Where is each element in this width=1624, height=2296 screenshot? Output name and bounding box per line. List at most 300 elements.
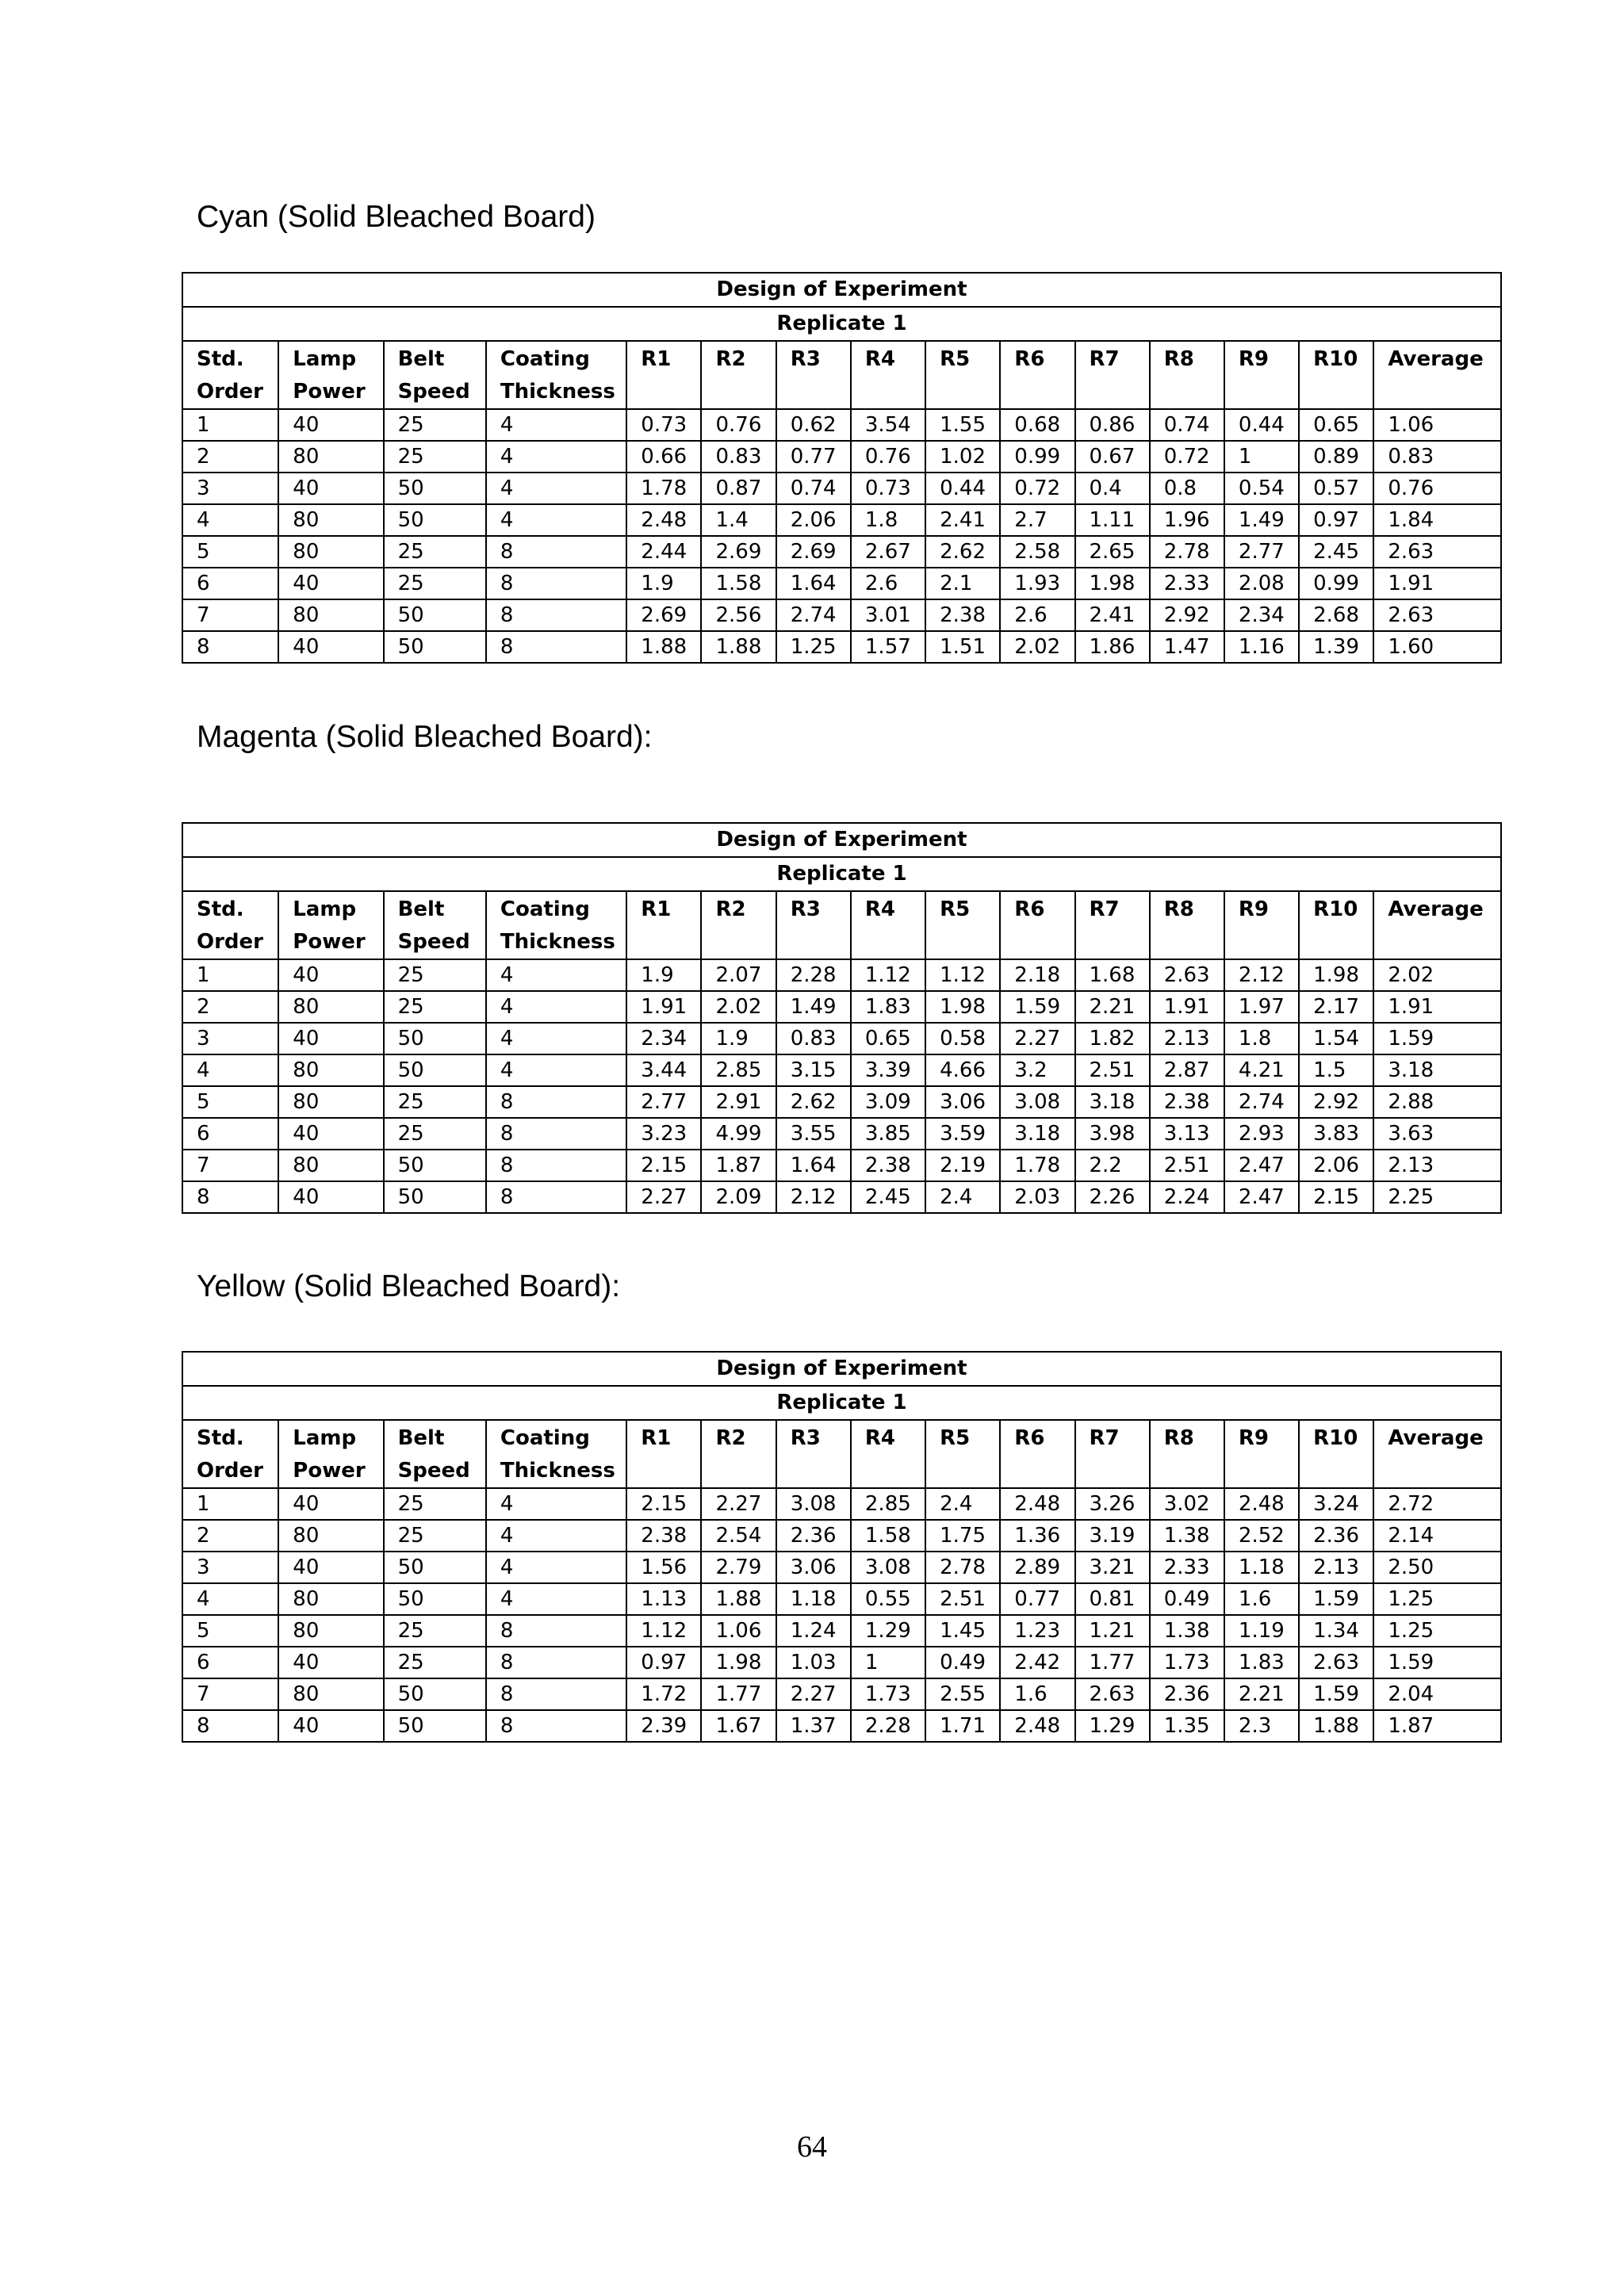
table-cell: 2.63 <box>1075 1678 1150 1710</box>
table-cell: 7 <box>182 1150 278 1181</box>
table-cell: 0.73 <box>626 409 701 441</box>
table-cell: 2.92 <box>1299 1086 1373 1118</box>
table-cell: 0.89 <box>1299 441 1373 473</box>
table-cell: 1.02 <box>925 441 1000 473</box>
table-subbanner-row <box>182 307 1501 341</box>
table-cell: 7 <box>182 599 278 631</box>
table-cell: 4 <box>486 1552 626 1583</box>
table-cell: 1.59 <box>1373 1023 1501 1054</box>
table-cell: 2.47 <box>1224 1181 1299 1213</box>
table-cell: 8 <box>182 1181 278 1213</box>
table-cell: 2.45 <box>1299 536 1373 568</box>
section-title-magenta: Magenta (Solid Bleached Board): <box>197 720 653 754</box>
table-cell: 0.99 <box>1299 568 1373 599</box>
table-cell: 5 <box>182 1086 278 1118</box>
table-cell: 50 <box>384 504 486 536</box>
table-cell: 50 <box>384 1181 486 1213</box>
table-cell: 4 <box>182 1583 278 1615</box>
table-cell: 4 <box>486 409 626 441</box>
table-cell: 40 <box>278 631 383 663</box>
table-cell: 80 <box>278 1054 383 1086</box>
table-cell: 4.66 <box>925 1054 1000 1086</box>
column-header: R5 <box>925 891 1000 959</box>
table-cell: 1.55 <box>925 409 1000 441</box>
table-row <box>182 959 1501 991</box>
table-cell: 0.57 <box>1299 473 1373 504</box>
table-cell: 2.38 <box>1150 1086 1224 1118</box>
column-header: R5 <box>925 1420 1000 1488</box>
table-cell: 2.38 <box>851 1150 925 1181</box>
table-cell: 2.09 <box>701 1181 776 1213</box>
table-cell: 1.87 <box>1373 1710 1501 1742</box>
column-header: R3 <box>776 341 851 409</box>
table-cell: 25 <box>384 536 486 568</box>
table-cell: 2.15 <box>626 1488 701 1520</box>
column-header: Std. Order <box>182 1420 278 1488</box>
table-cell: 1.25 <box>1373 1615 1501 1647</box>
table-row <box>182 1583 1501 1615</box>
table-cell: 2.67 <box>851 536 925 568</box>
table-cell: 1.38 <box>1150 1615 1224 1647</box>
table-cell: 3.59 <box>925 1118 1000 1150</box>
table-cell: 2.62 <box>925 536 1000 568</box>
column-header: R7 <box>1075 1420 1150 1488</box>
table-cell: 2.51 <box>1150 1150 1224 1181</box>
table-cell: 3.08 <box>776 1488 851 1520</box>
column-header: Coating Thickness <box>486 891 626 959</box>
table-cell: 25 <box>384 991 486 1023</box>
table-cell: 2.4 <box>925 1181 1000 1213</box>
table-cell: 25 <box>384 1520 486 1552</box>
table-cell: 1 <box>1224 441 1299 473</box>
table-cell: 2.12 <box>776 1181 851 1213</box>
table-cell: 3.06 <box>925 1086 1000 1118</box>
table-cell: 3.98 <box>1075 1118 1150 1150</box>
table-cell: 2.19 <box>925 1150 1000 1181</box>
table-cell: 2.91 <box>701 1086 776 1118</box>
table-cell: 3.13 <box>1150 1118 1224 1150</box>
table-cell: 2.3 <box>1224 1710 1299 1742</box>
table-cell: 1.88 <box>1299 1710 1373 1742</box>
table-cell: 1.59 <box>1000 991 1074 1023</box>
table-cell: 1.47 <box>1150 631 1224 663</box>
table-cell: 0.65 <box>851 1023 925 1054</box>
table-cell: 8 <box>486 1118 626 1150</box>
table-cell: 4.21 <box>1224 1054 1299 1086</box>
column-header: R4 <box>851 891 925 959</box>
column-header: R8 <box>1150 1420 1224 1488</box>
table-cell: 1.59 <box>1373 1647 1501 1678</box>
table-cell: 80 <box>278 1086 383 1118</box>
table-cell: 1.13 <box>626 1583 701 1615</box>
table-cell: 2.63 <box>1373 599 1501 631</box>
table-cell: 1.51 <box>925 631 1000 663</box>
table-row <box>182 1054 1501 1086</box>
table-cell: 8 <box>486 568 626 599</box>
table-cell: 40 <box>278 1552 383 1583</box>
table-cell: 1.67 <box>701 1710 776 1742</box>
table-cell: 50 <box>384 1552 486 1583</box>
table-cell: 2.6 <box>1000 599 1074 631</box>
table-cell: 1.8 <box>1224 1023 1299 1054</box>
table-cell: 3.18 <box>1075 1086 1150 1118</box>
table-cell: 1.91 <box>1150 991 1224 1023</box>
table-banner-row <box>182 1352 1501 1386</box>
table-subbanner-row <box>182 857 1501 891</box>
column-header: R9 <box>1224 891 1299 959</box>
table-cell: 1.98 <box>701 1647 776 1678</box>
table-cell: 25 <box>384 1086 486 1118</box>
table-cell: 3 <box>182 473 278 504</box>
column-header: Belt Speed <box>384 1420 486 1488</box>
table-cell: 0.81 <box>1075 1583 1150 1615</box>
table-cell: 2.17 <box>1299 991 1373 1023</box>
table-row <box>182 1118 1501 1150</box>
table-cell: 1.83 <box>851 991 925 1023</box>
table-cell: 0.65 <box>1299 409 1373 441</box>
table-cell: 1.54 <box>1299 1023 1373 1054</box>
table-cell: 1.73 <box>851 1678 925 1710</box>
table-cell: 25 <box>384 1118 486 1150</box>
column-header: R2 <box>701 341 776 409</box>
table-cell: 25 <box>384 1615 486 1647</box>
table-cell: 2.15 <box>626 1150 701 1181</box>
table-cell: 2.15 <box>1299 1181 1373 1213</box>
table-cell: 2.69 <box>776 536 851 568</box>
column-header: R9 <box>1224 1420 1299 1488</box>
table-cell: 1.23 <box>1000 1615 1074 1647</box>
table-cell: 1.12 <box>851 959 925 991</box>
table-row <box>182 1086 1501 1118</box>
table-row <box>182 1023 1501 1054</box>
table-cell: 1.39 <box>1299 631 1373 663</box>
table-cell: 1.18 <box>776 1583 851 1615</box>
table-banner: Design of Experiment <box>182 273 1501 307</box>
table-cell: 4 <box>486 991 626 1023</box>
table-subbanner: Replicate 1 <box>182 857 1501 891</box>
table-cell: 2.63 <box>1373 536 1501 568</box>
table-cell: 80 <box>278 991 383 1023</box>
table-cell: 3.08 <box>1000 1086 1074 1118</box>
table-row <box>182 991 1501 1023</box>
table-row <box>182 1710 1501 1742</box>
table-cell: 2.04 <box>1373 1678 1501 1710</box>
table-cell: 2.56 <box>701 599 776 631</box>
table-cell: 1.58 <box>701 568 776 599</box>
table-cell: 2.45 <box>851 1181 925 1213</box>
table-cell: 1.8 <box>851 504 925 536</box>
table-cell: 3.24 <box>1299 1488 1373 1520</box>
table-cell: 1.45 <box>925 1615 1000 1647</box>
table-cell: 2.36 <box>1150 1678 1224 1710</box>
table-cell: 25 <box>384 441 486 473</box>
table-cell: 2.4 <box>925 1488 1000 1520</box>
table-cell: 2.78 <box>1150 536 1224 568</box>
table-cell: 1.29 <box>851 1615 925 1647</box>
table-cell: 25 <box>384 409 486 441</box>
table-cell: 1.97 <box>1224 991 1299 1023</box>
table-cell: 2.28 <box>776 959 851 991</box>
table-cell: 1.5 <box>1299 1054 1373 1086</box>
table-cell: 0.74 <box>1150 409 1224 441</box>
table-cell: 8 <box>182 1710 278 1742</box>
table-cell: 8 <box>486 1647 626 1678</box>
table-cell: 1.71 <box>925 1710 1000 1742</box>
table-cell: 1.64 <box>776 1150 851 1181</box>
table-cell: 8 <box>486 631 626 663</box>
table-cell: 2.85 <box>701 1054 776 1086</box>
table-cell: 2.51 <box>925 1583 1000 1615</box>
table-cell: 1.87 <box>701 1150 776 1181</box>
table-cell: 1.78 <box>626 473 701 504</box>
table-cell: 2.38 <box>626 1520 701 1552</box>
table-cell: 1.03 <box>776 1647 851 1678</box>
table-cell: 1.88 <box>701 1583 776 1615</box>
table-cell: 1.56 <box>626 1552 701 1583</box>
doe-table-yellow <box>182 1351 1502 1743</box>
table-cell: 8 <box>486 1086 626 1118</box>
table-cell: 0.44 <box>925 473 1000 504</box>
column-header: R2 <box>701 1420 776 1488</box>
column-header: Coating Thickness <box>486 341 626 409</box>
column-header: R7 <box>1075 891 1150 959</box>
table-cell: 2.52 <box>1224 1520 1299 1552</box>
table-cell: 8 <box>486 536 626 568</box>
table-cell: 40 <box>278 1488 383 1520</box>
table-cell: 4 <box>486 1520 626 1552</box>
table-cell: 0.58 <box>925 1023 1000 1054</box>
table-cell: 3 <box>182 1552 278 1583</box>
table-cell: 4 <box>182 504 278 536</box>
table-cell: 2.44 <box>626 536 701 568</box>
table-cell: 3.09 <box>851 1086 925 1118</box>
column-header: Coating Thickness <box>486 1420 626 1488</box>
table-cell: 1.93 <box>1000 568 1074 599</box>
table-cell: 2.27 <box>1000 1023 1074 1054</box>
column-header: R2 <box>701 891 776 959</box>
table-cell: 2.6 <box>851 568 925 599</box>
table-cell: 1.18 <box>1224 1552 1299 1583</box>
table-cell: 1.59 <box>1299 1583 1373 1615</box>
table-cell: 0.49 <box>1150 1583 1224 1615</box>
table-cell: 2.74 <box>776 599 851 631</box>
table-cell: 2.27 <box>776 1678 851 1710</box>
table-cell: 50 <box>384 1023 486 1054</box>
column-header: R1 <box>626 891 701 959</box>
table-subbanner: Replicate 1 <box>182 307 1501 341</box>
table-cell: 1.06 <box>1373 409 1501 441</box>
table-cell: 1.38 <box>1150 1520 1224 1552</box>
table-cell: 2.48 <box>1000 1710 1074 1742</box>
table-cell: 2.93 <box>1224 1118 1299 1150</box>
table-cell: 3.55 <box>776 1118 851 1150</box>
table-cell: 3.2 <box>1000 1054 1074 1086</box>
table-cell: 1.88 <box>701 631 776 663</box>
table-cell: 1.29 <box>1075 1710 1150 1742</box>
table-cell: 0.76 <box>1373 473 1501 504</box>
table-cell: 2.07 <box>701 959 776 991</box>
table-cell: 8 <box>486 1615 626 1647</box>
table-cell: 0.44 <box>1224 409 1299 441</box>
table-cell: 0.83 <box>1373 441 1501 473</box>
table-cell: 0.87 <box>701 473 776 504</box>
table-cell: 2.72 <box>1373 1488 1501 1520</box>
column-header: Belt Speed <box>384 341 486 409</box>
table-cell: 80 <box>278 599 383 631</box>
table-cell: 1.82 <box>1075 1023 1150 1054</box>
column-header: R4 <box>851 341 925 409</box>
table-cell: 2.63 <box>1150 959 1224 991</box>
table-cell: 6 <box>182 1647 278 1678</box>
table-cell: 2.47 <box>1224 1150 1299 1181</box>
table-cell: 1.60 <box>1373 631 1501 663</box>
table-cell: 2 <box>182 1520 278 1552</box>
table-cell: 2.79 <box>701 1552 776 1583</box>
column-header: R7 <box>1075 341 1150 409</box>
table-cell: 2.92 <box>1150 599 1224 631</box>
table-cell: 2.14 <box>1373 1520 1501 1552</box>
table-cell: 0.77 <box>776 441 851 473</box>
table-cell: 3.18 <box>1373 1054 1501 1086</box>
table-row <box>182 473 1501 504</box>
table-subbanner: Replicate 1 <box>182 1386 1501 1420</box>
table-cell: 0.77 <box>1000 1583 1074 1615</box>
table-cell: 2.08 <box>1224 568 1299 599</box>
section-title-yellow: Yellow (Solid Bleached Board): <box>197 1269 621 1303</box>
table-cell: 0.62 <box>776 409 851 441</box>
table-cell: 2.27 <box>626 1181 701 1213</box>
table-cell: 0.55 <box>851 1583 925 1615</box>
column-header: Belt Speed <box>384 891 486 959</box>
table-cell: 1.16 <box>1224 631 1299 663</box>
table-cell: 80 <box>278 441 383 473</box>
table-cell: 2.85 <box>851 1488 925 1520</box>
column-header: Average <box>1373 341 1501 409</box>
column-header: R6 <box>1000 341 1074 409</box>
table-row <box>182 1520 1501 1552</box>
table-cell: 1.4 <box>701 504 776 536</box>
column-header: Lamp Power <box>278 891 383 959</box>
table-cell: 0.86 <box>1075 409 1150 441</box>
table-cell: 1 <box>182 409 278 441</box>
table-cell: 2.63 <box>1299 1647 1373 1678</box>
table-cell: 2.87 <box>1150 1054 1224 1086</box>
table-cell: 2.06 <box>1299 1150 1373 1181</box>
table-cell: 2.77 <box>626 1086 701 1118</box>
table-cell: 2.69 <box>626 599 701 631</box>
table-cell: 1.91 <box>1373 568 1501 599</box>
table-cell: 1.25 <box>776 631 851 663</box>
table-cell: 0.74 <box>776 473 851 504</box>
table-cell: 40 <box>278 1023 383 1054</box>
table-cell: 8 <box>182 631 278 663</box>
table-cell: 2.58 <box>1000 536 1074 568</box>
table-cell: 4 <box>182 1054 278 1086</box>
table-cell: 2.48 <box>1000 1488 1074 1520</box>
table-cell: 4 <box>486 1054 626 1086</box>
table-cell: 25 <box>384 568 486 599</box>
table-cell: 80 <box>278 1615 383 1647</box>
table-cell: 1.84 <box>1373 504 1501 536</box>
table-cell: 1.98 <box>1299 959 1373 991</box>
table-cell: 2.36 <box>1299 1520 1373 1552</box>
table-cell: 1.96 <box>1150 504 1224 536</box>
table-cell: 2.48 <box>626 504 701 536</box>
table-cell: 5 <box>182 536 278 568</box>
table-banner: Design of Experiment <box>182 1352 1501 1386</box>
table-banner-row <box>182 823 1501 857</box>
table-cell: 25 <box>384 959 486 991</box>
table-cell: 40 <box>278 959 383 991</box>
column-header: R3 <box>776 891 851 959</box>
table-cell: 3.18 <box>1000 1118 1074 1150</box>
table-cell: 2.1 <box>925 568 1000 599</box>
table-cell: 3.08 <box>851 1552 925 1583</box>
table-cell: 2.7 <box>1000 504 1074 536</box>
table-cell: 4.99 <box>701 1118 776 1150</box>
table-cell: 1.06 <box>701 1615 776 1647</box>
table-cell: 1.72 <box>626 1678 701 1710</box>
column-header: R3 <box>776 1420 851 1488</box>
table-cell: 5 <box>182 1615 278 1647</box>
table-banner: Design of Experiment <box>182 823 1501 857</box>
table-cell: 40 <box>278 409 383 441</box>
column-header: R5 <box>925 341 1000 409</box>
table-cell: 2.33 <box>1150 1552 1224 1583</box>
column-header: R10 <box>1299 341 1373 409</box>
table-cell: 0.72 <box>1000 473 1074 504</box>
table-banner-row <box>182 273 1501 307</box>
table-cell: 1.83 <box>1224 1647 1299 1678</box>
table-cell: 1.58 <box>851 1520 925 1552</box>
table-cell: 8 <box>486 1181 626 1213</box>
table-cell: 1.21 <box>1075 1615 1150 1647</box>
table-cell: 50 <box>384 1710 486 1742</box>
table-cell: 0.66 <box>626 441 701 473</box>
table-cell: 0.54 <box>1224 473 1299 504</box>
table-cell: 2.33 <box>1150 568 1224 599</box>
table-cell: 1.77 <box>701 1678 776 1710</box>
table-row <box>182 1181 1501 1213</box>
table-cell: 2.24 <box>1150 1181 1224 1213</box>
table-row <box>182 568 1501 599</box>
column-header: R4 <box>851 1420 925 1488</box>
table-header-row <box>182 1420 1501 1488</box>
table-cell: 1.78 <box>1000 1150 1074 1181</box>
table-cell: 1.12 <box>925 959 1000 991</box>
column-header: Average <box>1373 1420 1501 1488</box>
table-cell: 2.13 <box>1150 1023 1224 1054</box>
table-cell: 1.36 <box>1000 1520 1074 1552</box>
table-cell: 2.41 <box>925 504 1000 536</box>
table-cell: 0.8 <box>1150 473 1224 504</box>
table-cell: 1.73 <box>1150 1647 1224 1678</box>
table-cell: 0.68 <box>1000 409 1074 441</box>
table-cell: 0.49 <box>925 1647 1000 1678</box>
table-cell: 2.51 <box>1075 1054 1150 1086</box>
table-cell: 0.83 <box>776 1023 851 1054</box>
table-row <box>182 1678 1501 1710</box>
table-cell: 25 <box>384 1488 486 1520</box>
table-cell: 3.02 <box>1150 1488 1224 1520</box>
table-cell: 2.28 <box>851 1710 925 1742</box>
table-cell: 1.24 <box>776 1615 851 1647</box>
table-cell: 3.54 <box>851 409 925 441</box>
table-cell: 0.72 <box>1150 441 1224 473</box>
table-cell: 6 <box>182 568 278 599</box>
table-cell: 2.62 <box>776 1086 851 1118</box>
page-number: 64 <box>797 2130 827 2164</box>
